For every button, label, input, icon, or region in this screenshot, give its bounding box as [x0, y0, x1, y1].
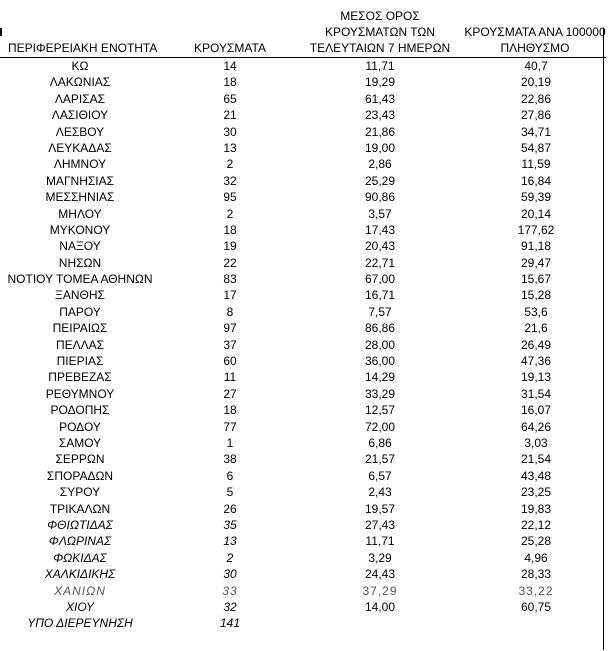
cell-7day-average: 27,43 — [364, 517, 396, 532]
cell-cases: 30 — [223, 124, 237, 139]
cell-region: ΜΥΚΟΝΟΥ — [49, 222, 111, 237]
cell-region: ΠΕΛΛΑΣ — [55, 337, 105, 352]
header-avg-line2: ΚΡΟΥΣΜΑΤΩΝ ΤΩΝ — [324, 25, 436, 39]
cell-cases: 14 — [223, 59, 237, 73]
header-region: ΠΕΡΙΦΕΡΕΙΑΚΗ ΕΝΟΤΗΤΑ — [8, 41, 158, 55]
cell-cases: 1 — [226, 435, 234, 450]
cell-per-100k: 29,47 — [520, 255, 552, 270]
cell-7day-average: 6,57 — [368, 468, 392, 483]
cell-per-100k: 20,19 — [520, 75, 552, 90]
cell-per-100k: 25,28 — [520, 534, 552, 549]
cell-per-100k: 20,14 — [520, 206, 552, 221]
cell-per-100k: 21,6 — [524, 321, 548, 336]
table-body — [0, 58, 603, 632]
cell-region: ΠΡΕΒΕΖΑΣ — [48, 370, 112, 385]
table-row — [0, 255, 603, 271]
table-row — [0, 337, 603, 353]
cell-per-100k: 19,13 — [520, 370, 552, 385]
cell-7day-average: 22,71 — [364, 255, 396, 270]
cell-region: ΛΕΣΒΟΥ — [55, 124, 105, 139]
cell-region: ΜΕΣΣΗΝΙΑΣ — [45, 190, 115, 205]
table-row — [0, 124, 603, 140]
cell-7day-average: 20,43 — [364, 239, 396, 254]
cell-7day-average: 61,43 — [364, 91, 396, 106]
cell-region: ΡΕΘΥΜΝΟΥ — [45, 386, 115, 401]
table-row — [0, 419, 603, 435]
cell-region: ΦΩΚΙΔΑΣ — [53, 550, 107, 565]
header-7day-average — [300, 8, 460, 56]
cell-cases: 8 — [226, 304, 234, 319]
cell-7day-average: 90,86 — [364, 190, 396, 205]
cell-per-100k: 4,96 — [524, 550, 548, 565]
cell-7day-average: 24,43 — [364, 567, 396, 582]
cell-region: ΦΘΙΩΤΙΔΑΣ — [47, 517, 113, 532]
cell-cases: 37 — [223, 337, 237, 352]
table-row — [0, 304, 603, 320]
cell-per-100k: 28,33 — [520, 567, 552, 582]
table-row — [0, 74, 603, 90]
table-row — [0, 189, 603, 205]
cell-7day-average: 11,71 — [365, 534, 395, 549]
table-row — [0, 533, 603, 549]
cell-region: ΛΗΜΝΟΥ — [53, 157, 107, 172]
cell-region: ΜΗΛΟΥ — [58, 206, 102, 221]
cell-cases: 13 — [223, 534, 237, 549]
cell-per-100k: 15,67 — [520, 272, 552, 287]
cell-7day-average: 19,00 — [364, 140, 396, 155]
cell-7day-average: 33,29 — [364, 386, 396, 401]
table-row — [0, 222, 603, 238]
cell-region: ΜΑΓΝΗΣΙΑΣ — [45, 173, 115, 188]
cell-cases: 83 — [223, 272, 237, 287]
cell-cases: 27 — [223, 386, 237, 401]
cell-cases: 97 — [223, 321, 237, 336]
cell-per-100k: 60,75 — [520, 599, 552, 614]
cell-cases: 26 — [223, 501, 237, 516]
cell-7day-average: 72,00 — [364, 419, 396, 434]
cell-7day-average: 67,00 — [364, 272, 396, 287]
table-row — [0, 369, 603, 385]
cell-cases: 32 — [223, 599, 237, 614]
table-row — [0, 140, 603, 156]
cell-per-100k: 64,26 — [520, 419, 552, 434]
cell-7day-average: 14,29 — [364, 370, 396, 385]
cell-region: ΠΑΡΟΥ — [59, 304, 101, 319]
table-row — [0, 566, 603, 582]
table-row — [0, 484, 603, 500]
cell-cases: 2 — [226, 206, 234, 221]
cell-7day-average: 16,71 — [364, 288, 396, 303]
cell-per-100k: 59,39 — [520, 190, 552, 205]
cell-7day-average: 2,86 — [368, 157, 392, 172]
cell-cases: 35 — [223, 517, 237, 532]
cell-7day-average: 21,86 — [364, 124, 396, 139]
cell-7day-average: 11,71 — [365, 59, 395, 73]
cell-7day-average: 86,86 — [364, 321, 396, 336]
cell-per-100k: 23,25 — [520, 485, 552, 500]
table-row — [0, 435, 603, 451]
table-row — [0, 550, 603, 566]
table-row — [0, 468, 603, 484]
cell-region: ΝΟΤΙΟΥ ΤΟΜΕΑ ΑΘΗΝΩΝ — [7, 272, 153, 287]
table-row — [0, 402, 603, 418]
cell-cases: 33 — [222, 583, 238, 598]
cell-7day-average: 3,57 — [368, 206, 392, 221]
cell-region: ΛΑΚΩΝΙΑΣ — [49, 75, 111, 90]
cell-region: ΦΛΩΡΙΝΑΣ — [48, 534, 112, 549]
cell-cases: 5 — [226, 485, 234, 500]
cell-7day-average: 17,43 — [364, 222, 396, 237]
cell-7day-average: 19,29 — [364, 75, 396, 90]
cell-per-100k: 26,49 — [520, 337, 552, 352]
header-avg-line3: ΤΕΛΕΥΤΑΙΩΝ 7 ΗΜΕΡΩΝ — [309, 41, 451, 55]
cell-region: ΞΑΝΘΗΣ — [55, 288, 105, 303]
cell-per-100k: 177,62 — [517, 222, 555, 237]
cell-per-100k: 34,71 — [520, 124, 552, 139]
cell-7day-average: 12,57 — [364, 403, 396, 418]
cell-cases: 30 — [223, 567, 237, 582]
table-row — [0, 238, 603, 254]
cell-cases: 6 — [226, 468, 234, 483]
cell-cases: 77 — [223, 419, 237, 434]
cell-region: ΠΕΙΡΑΙΩΣ — [52, 321, 108, 336]
table-row — [0, 599, 603, 615]
cell-cases: 95 — [223, 190, 237, 205]
cell-cases: 32 — [223, 173, 237, 188]
cell-7day-average: 23,43 — [364, 108, 396, 123]
cell-cases: 2 — [226, 157, 234, 172]
table-row — [0, 91, 603, 107]
cell-7day-average: 6,86 — [368, 435, 392, 450]
cell-region: ΚΩ — [71, 59, 89, 73]
cell-7day-average: 2,43 — [368, 485, 392, 500]
cell-7day-average: 14,00 — [364, 599, 396, 614]
table-row — [0, 353, 603, 369]
cell-region: ΝΗΣΩΝ — [58, 255, 102, 270]
cell-7day-average: 3,29 — [368, 550, 392, 565]
table-row — [0, 320, 603, 336]
cell-region: ΧΑΛΚΙΔΙΚΗΣ — [44, 567, 116, 582]
cell-cases: 18 — [223, 75, 237, 90]
cell-per-100k: 54,87 — [520, 140, 552, 155]
cell-per-100k: 40,7 — [524, 59, 548, 73]
cell-per-100k: 22,12 — [520, 517, 552, 532]
header-per-100k — [450, 24, 613, 56]
cell-per-100k: 43,48 — [520, 468, 552, 483]
cell-region: ΣΑΜΟΥ — [58, 435, 102, 450]
table-row — [0, 386, 603, 402]
cell-region: ΣΕΡΡΩΝ — [55, 452, 105, 467]
cell-per-100k: 33,22 — [518, 583, 554, 598]
cell-per-100k: 11,59 — [521, 157, 551, 172]
cell-per-100k: 22,86 — [520, 91, 552, 106]
cell-per-100k: 16,84 — [520, 173, 552, 188]
cell-region: ΧΑΝΙΩΝ — [54, 583, 106, 598]
header-per-line1: ΚΡΟΥΣΜΑΤΑ ΑΝΑ 100000 — [464, 25, 606, 39]
cell-per-100k: 16,07 — [520, 403, 552, 418]
cell-per-100k: 15,28 — [520, 288, 552, 303]
cell-7day-average: 21,57 — [364, 452, 396, 467]
cell-7day-average: 19,57 — [364, 501, 396, 516]
table-row — [0, 501, 603, 517]
cell-cases: 22 — [223, 255, 237, 270]
cell-region: ΛΕΥΚΑΔΑΣ — [48, 140, 112, 155]
cell-cases: 19 — [223, 239, 237, 254]
header-cases: ΚΡΟΥΣΜΑΤΑ — [194, 41, 266, 55]
table-row — [0, 287, 603, 303]
cell-cases: 65 — [223, 91, 237, 106]
cell-cases: 21 — [223, 108, 237, 123]
cell-per-100k: 3,03 — [524, 435, 548, 450]
table-row — [0, 451, 603, 467]
cell-per-100k: 21,54 — [520, 452, 552, 467]
left-edge-mark — [0, 28, 2, 36]
cell-per-100k: 27,86 — [520, 108, 552, 123]
table-row — [0, 583, 603, 599]
cell-per-100k: 47,36 — [520, 354, 552, 369]
cell-7day-average: 37,29 — [362, 583, 398, 598]
cell-region: ΧΙΟΥ — [65, 599, 95, 614]
cell-region: ΣΥΡΟΥ — [59, 485, 101, 500]
table-row — [0, 271, 603, 287]
cell-7day-average: 28,00 — [364, 337, 396, 352]
cell-cases: 18 — [223, 403, 237, 418]
cell-per-100k: 53,6 — [524, 304, 548, 319]
table-row — [0, 58, 603, 74]
cell-7day-average: 36,00 — [364, 354, 396, 369]
cell-per-100k: 19,83 — [520, 501, 552, 516]
cell-region: ΣΠΟΡΑΔΩΝ — [46, 468, 114, 483]
cell-region: ΝΑΞΟΥ — [59, 239, 101, 254]
cell-cases: 11 — [223, 370, 237, 385]
cell-cases: 60 — [223, 354, 237, 369]
cell-cases: 18 — [223, 222, 237, 237]
cell-cases: 17 — [223, 288, 237, 303]
cell-region: ΠΙΕΡΙΑΣ — [56, 354, 104, 369]
table-row — [0, 173, 603, 189]
table-row — [0, 156, 603, 172]
cell-7day-average: 25,29 — [364, 173, 396, 188]
cell-cases: 141 — [219, 616, 241, 631]
cell-cases: 13 — [223, 140, 237, 155]
cell-region: ΛΑΡΙΣΑΣ — [54, 91, 106, 106]
table-row — [0, 517, 603, 533]
cell-per-100k: 31,54 — [520, 386, 552, 401]
cell-7day-average: 7,57 — [368, 304, 392, 319]
cell-region: ΥΠΟ ΔΙΕΡΕΥΝΗΣΗ — [27, 616, 133, 631]
cell-region: ΡΟΔΟΥ — [59, 419, 101, 434]
cell-cases: 38 — [223, 452, 237, 467]
header-avg-line1: ΜΕΣΟΣ ΟΡΟΣ — [340, 9, 420, 23]
table-row — [0, 107, 603, 123]
table-row — [0, 206, 603, 222]
cell-region: ΡΟΔΟΠΗΣ — [50, 403, 110, 418]
table-row — [0, 615, 603, 631]
cell-region: ΤΡΙΚΑΛΩΝ — [49, 501, 111, 516]
cell-cases: 2 — [226, 550, 234, 565]
cell-region: ΛΑΣΙΘΙΟΥ — [51, 108, 109, 123]
header-per-line2: ΠΛΗΘΥΣΜΟ — [500, 41, 570, 55]
cell-per-100k: 91,18 — [520, 239, 552, 254]
